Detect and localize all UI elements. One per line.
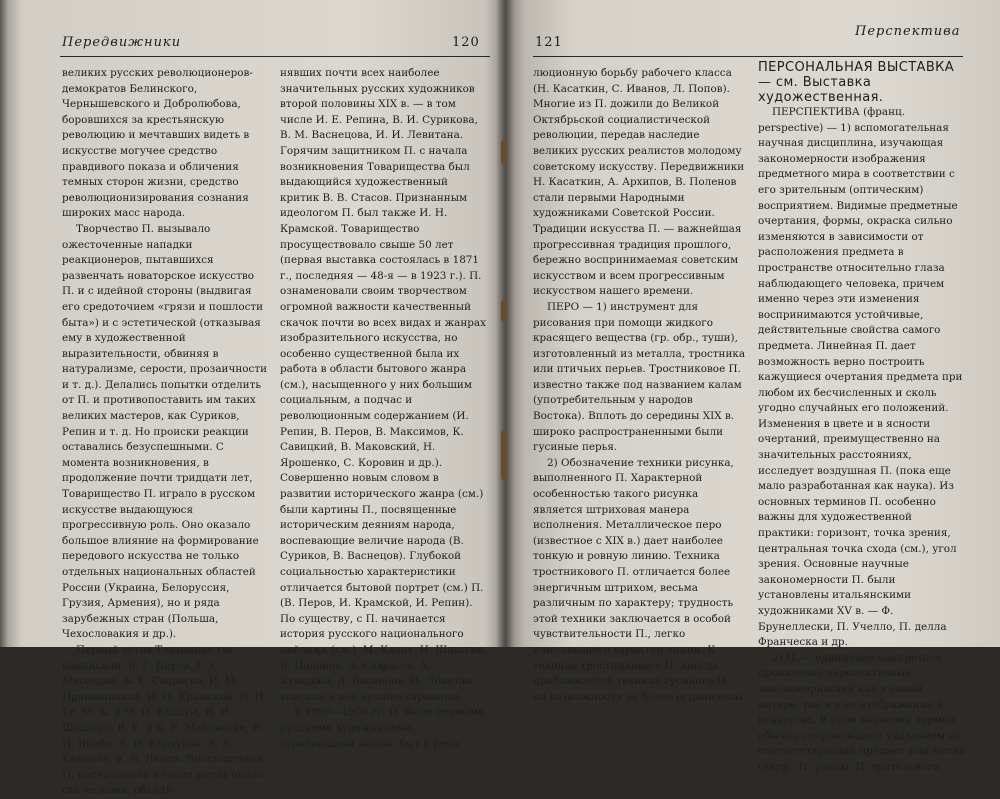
header-rule-right	[533, 56, 963, 57]
dictionary-entry-perspektiva: ПЕРСПЕКТИВА (франц. perspective) — 1) вспомогательная научная дисциплина, изучающая закономерности изображения предметного мира в соответствии с его зрительным (оптическим) восприятием. Видимые предметные очертания, формы, окраска сильно изменяются в зависимости от расположения предмета в пространстве относительно глаза наблюдающего человека, причем именно через эти изменения воспринимаются устойчивые, действительные свойства самого предмета. Линейная П. дает возможность верно построить кажущиеся очертания предмета при любом их бесчисленных и сколь угодно случайных его положений. Изменения в цвете и в ясности очертаний, преимущественно на значительных расстояниях, исследует воздушная П. (пока еще мало разработанная как наука). Из основных терминов П. особенно важны для художественной практики: горизонт, точка зрения, центральная точка схода (см.), угол зрения. Основные научные закономерности П. были установлены итальянскими художниками XV в. — Ф. Брунеллески, П. Учелло, П. делла Франческа и др.	[758, 106, 963, 649]
right-page	[505, 0, 1000, 773]
running-title-left: Передвижники	[62, 35, 182, 50]
page-number-left: 120	[452, 35, 480, 50]
page-number-right: 121	[535, 35, 563, 50]
paragraph: Творчество П. вызывало ожесточенные нападки реакционеров, пытавшихся развенчать новаторское искусство П. и с идейной стороны (выдвигая его средоточием «грязи и пошлости быта») и с эстетической (отказывая ему в художественной выразительности, обвиняя в натурализме, серости, прозаичности и т. д.). Делались попытки отделить от П. и противопоставить им таких великих мастеров, как Суриков, Репин и т. д. Но происки реакции оставались безуспешными. С момента возникновения, в продолжение почти тридцати лет, Товарищество П. играло в русском искусстве выдающуюся прогрессивную роль. Оно оказало большое влияние на формирование передового искусства не только отдельных национальных областей России (Украина, Белоруссия, Грузия, Армения), но и ряда зарубежных стран (Польша, Чехословакия и др.).	[62, 222, 267, 641]
binding-thread	[501, 430, 507, 480]
paragraph: 2) Обозначение техники рисунка, выполненного П. Характерной особенностью такого рисунка является штриховая манера исполнения. Металлическое перо (известное с XIX в.) дает наиболее тонкую и ровную линию. Техника тростникового П. отличается более энергичным штрихом, весьма различным по характеру; трудность этой техники заключается в особой чувствительности П., легко изменяющего характер линии. К технике тростникового П. иногда приближается техника гусиного П., но возможности ее более ограничены.	[533, 456, 747, 703]
paragraph: Первый устав Товарищества подписали: В. Г. Перов, Г. Г. Мясоедов, А. К. Саврасов, И. М. Прянишников, И. Н. Крамской, Н. Н. Ге, М. К. и М. П. Клодты, И. И. Шишкин, В. Е. и К. Е. Маковские, В. И. Якоби, А. И. Корзухин, А. А. Каменев, К. В. Лемох. Впоследствии П. насчитывали в своих рядах около ста человек, объеди-	[62, 643, 268, 797]
paragraph: 2) П. — единичное конкретное проявление перспективных закономерностей как в самой натуре, так и в ее изображении в искусстве. В этом значении термин обычно сопровождают указанием на соответствующий предмет или мотив (напр., П. улицы, П. зрительного	[758, 651, 966, 773]
right-column-2	[758, 60, 966, 776]
left-column-2	[280, 66, 488, 752]
running-title-right: Перспектива	[855, 24, 961, 39]
binding-thread	[501, 300, 507, 322]
entry-heading: ПЕРСОНАЛЬНАЯ ВЫСТАВКА — см. Выставка художественная.	[758, 60, 955, 105]
paragraph: люционную борьбу рабочего класса (Н. Касаткин, С. Иванов, Л. Попов). Многие из П. дожили до Великой Октябрьской социалистической революции, передав наследие великих русских реалистов молодому советскому искусству. Передвижники Н. Касаткин, А. Архипов, В. Поленов стали первыми Народными художниками Советской России. Традиции искусства П. — важнейшая прогрессивная традиция прошлого, бережно воспринимаемая советским искусством и всем прогрессивным искусством нашего времени.	[533, 67, 745, 298]
dictionary-entry-pero: ПЕРО — 1) инструмент для рисования при помощи жидкого красящего вещества (гр. обр., туши), изготовленный из металла, тростника или птичьих перьев. Тростниковое П. известно также под названием калам (употребительным у народов Востока). Вплоть до середины XIX в. широко распространенными были гусиные перья.	[533, 300, 746, 454]
left-column-1	[62, 66, 268, 799]
header-rule-left	[60, 56, 490, 57]
book-gutter	[496, 0, 514, 647]
binding-thread	[501, 140, 507, 164]
paragraph: В 1890—1900 гг. П. были первыми русскими художниками, отразившими жизнь, быт и рево-	[280, 706, 485, 750]
paragraph: великих русских революционеров-демократов Белинского, Чернышевского и Добролюбова, боровшихся за крестьянскую революцию и мечтавших видеть в искусстве могучее средство правдивого показа и обличения темных сторон жизни, средство революционизирования сознания широких масс народа.	[62, 67, 253, 220]
paragraph: нявших почти всех наиболее значительных русских художников второй половины XIX в. — в том числе И. Е. Репина, В. И. Сурикова, В. М. Васнецова, И. И. Левитана. Горячим защитником П. с начала возникновения Товарищества был выдающийся художественный критик В. В. Стасов. Признанным идеологом П. был также И. Н. Крамской. Товарищество просуществовало свыше 50 лет (первая выставка состоялась в 1871 г., последняя — 48-я — в 1923 г.). П. ознаменовали своим творчеством огромной важности качественный скачок почти во всех видах и жанрах изобразительного искусства, но особенно существенной была их работа в области бытового жанра (см.), насыщенного у них большим социальным, а подчас и революционным содержанием (И. Репин, В. Перов, В. Максимов, К. Савицкий, В. Маковский, Н. Ярошенко, С. Коровин и др.). Совершенно новым словом в развитии исторического жанра (см.) были картины П., посвященные историческим деяниям народа, воспевающие величие народа (В. Суриков, В. Васнецов). Глубокой социальностью характеристики отличается бытовой портрет (см.) П. (В. Перов, И. Крамской, И. Репин). По существу, с П. начинается история русского национального пейзажа (см.). М. Клодт, И. Шишкин, В. Поленов, А. Саврасов, А. Куинджи, А. Васнецов, И. Левитан вписали в нее лучшие страницы.	[280, 67, 488, 703]
right-column-1	[533, 66, 747, 705]
